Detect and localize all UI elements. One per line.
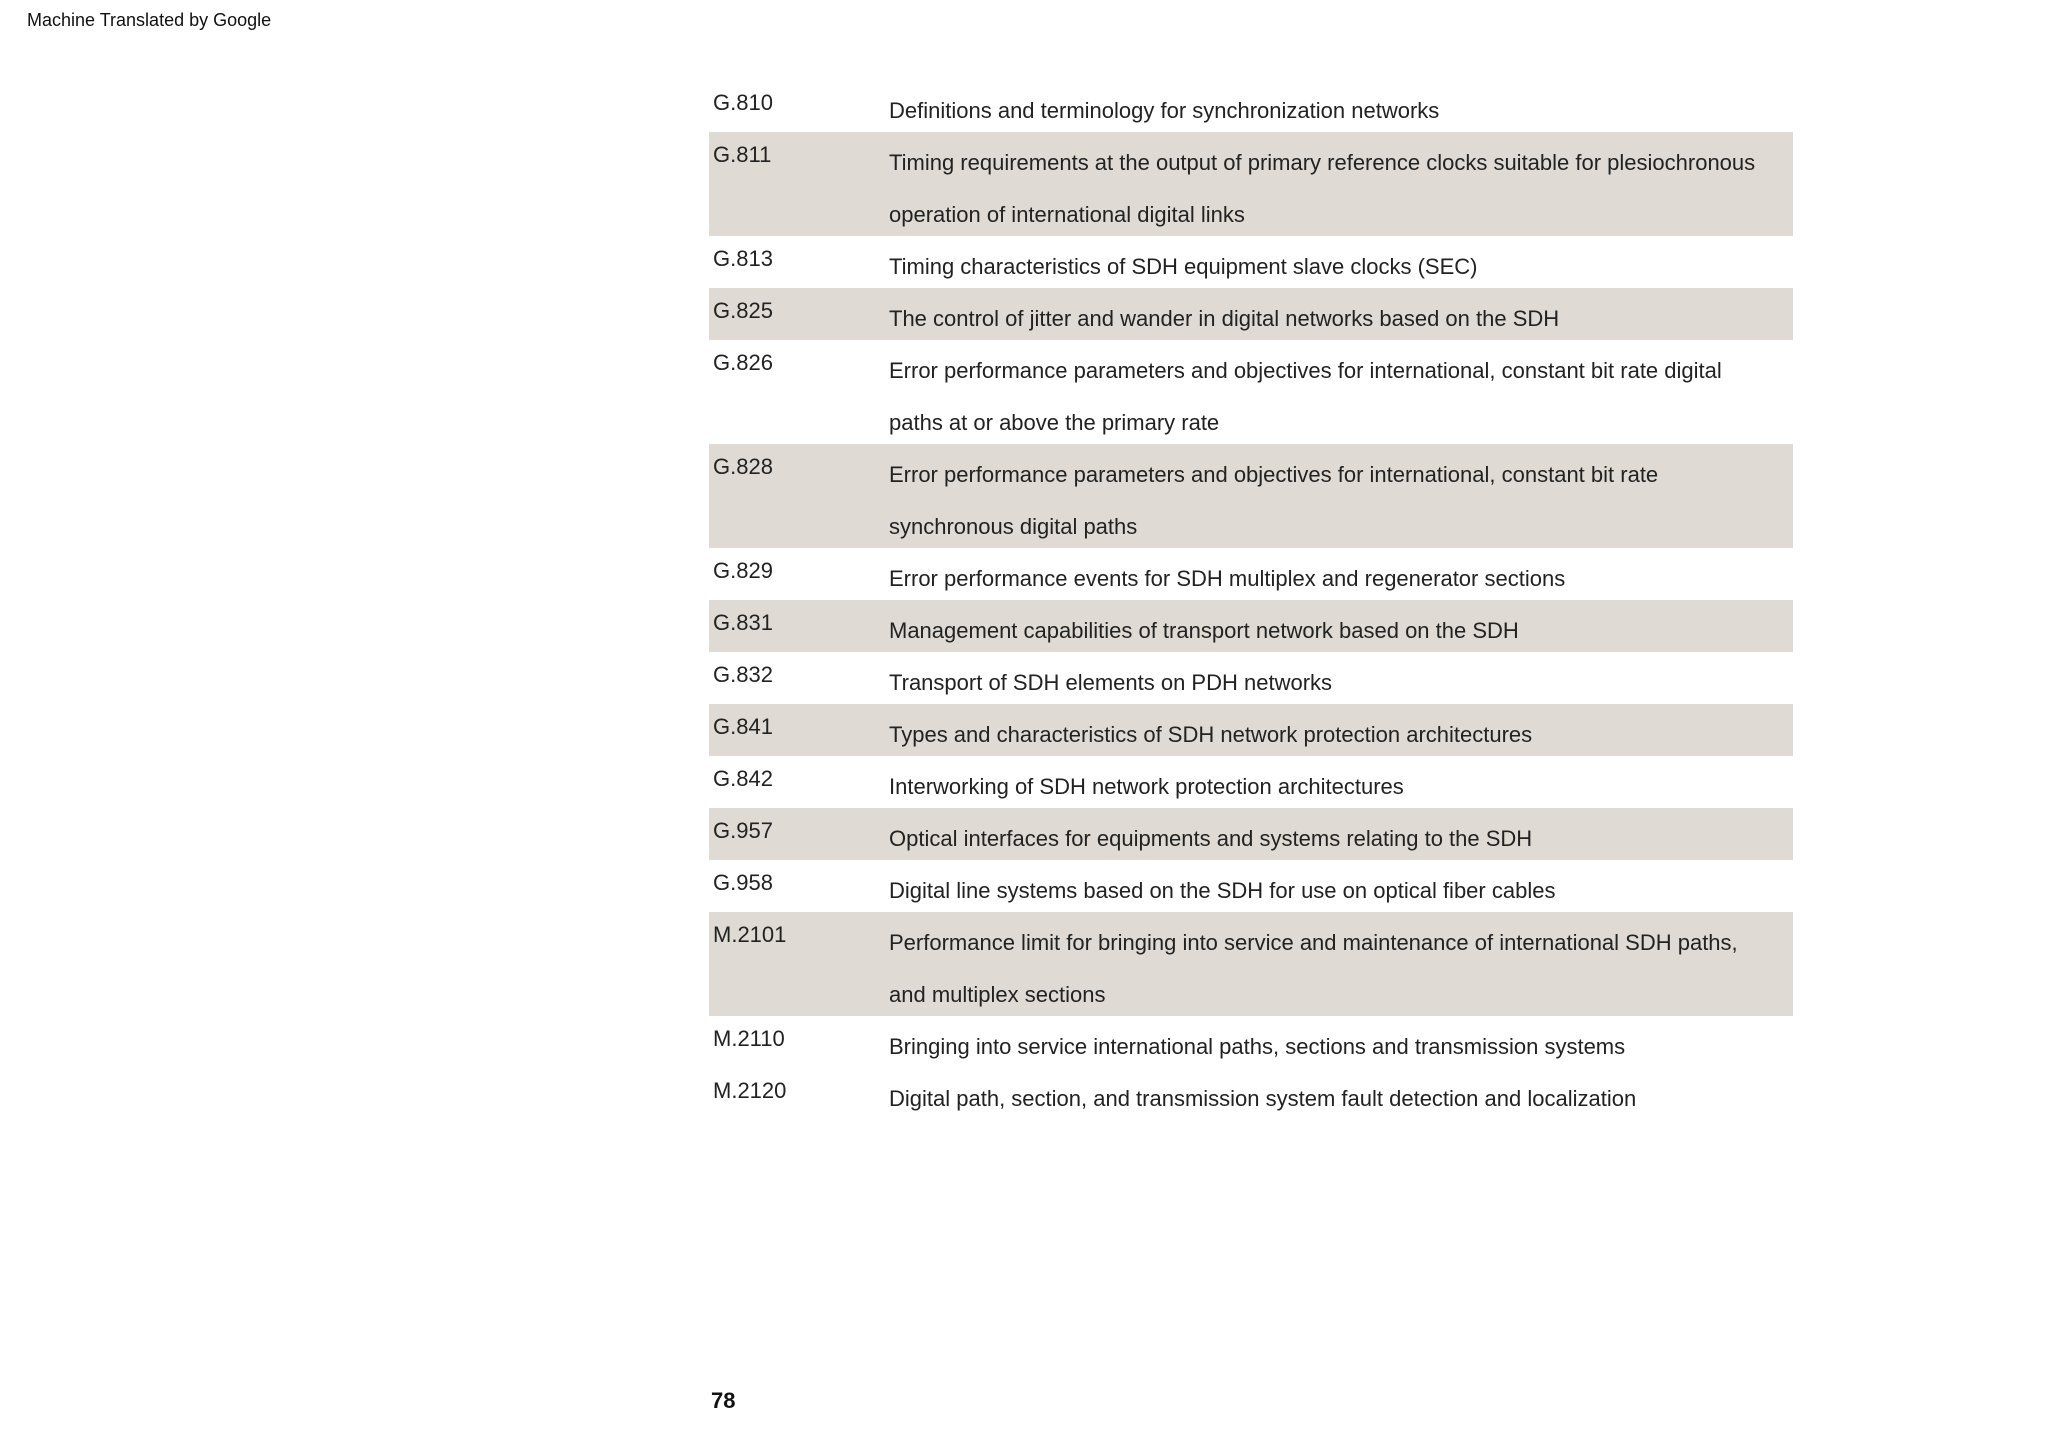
standard-description: Performance limit for bringing into service and maintenance of international SDH paths, and multiplex sections (889, 930, 1738, 1007)
standard-description: Error performance events for SDH multiplex and regenerator sections (889, 566, 1566, 591)
standard-description: Timing characteristics of SDH equipment slave clocks (SEC) (889, 254, 1478, 279)
standard-code: G.811 (713, 142, 772, 167)
standard-description: Error performance parameters and objectives for international, constant bit rate digital paths at or above the primary rate (889, 358, 1722, 435)
standard-description: Digital path, section, and transmission system fault detection and localization (889, 1086, 1637, 1111)
standard-description: Bringing into service international paths, sections and transmission systems (889, 1034, 1626, 1059)
standard-description: Optical interfaces for equipments and systems relating to the SDH (889, 826, 1533, 851)
standard-description: Error performance parameters and objectives for international, constant bit rate synchronous digital paths (889, 462, 1659, 539)
table-row (709, 1016, 1793, 1068)
standard-description: Transport of SDH elements on PDH networks (889, 670, 1333, 695)
table-row (709, 756, 1793, 808)
standard-code: G.831 (713, 610, 773, 635)
standard-code: M.2110 (713, 1026, 785, 1051)
standard-code: G.828 (713, 454, 773, 479)
standard-description: Interworking of SDH network protection architectures (889, 774, 1404, 799)
standards-table (709, 80, 1793, 1120)
standard-code: G.825 (713, 298, 773, 323)
standard-description: Types and characteristics of SDH network protection architectures (889, 722, 1533, 747)
standard-description: Timing requirements at the output of primary reference clocks suitable for plesiochronous operation of international digital links (889, 150, 1756, 227)
table-row (709, 548, 1793, 600)
standard-code: G.842 (713, 766, 773, 791)
table-row (709, 860, 1793, 912)
table-row (709, 1068, 1793, 1120)
table-row (709, 808, 1793, 860)
standard-code: M.2120 (713, 1078, 787, 1103)
standard-code: G.841 (713, 714, 773, 739)
table-row (709, 444, 1793, 548)
standard-code: M.2101 (713, 922, 787, 947)
table-row (709, 236, 1793, 288)
machine-translation-banner: Machine Translated by Google (27, 10, 272, 30)
standard-description: The control of jitter and wander in digital networks based on the SDH (889, 306, 1560, 331)
standard-code: G.829 (713, 558, 773, 583)
table-row (709, 600, 1793, 652)
standard-code: G.813 (713, 246, 773, 271)
standard-code: G.826 (713, 350, 773, 375)
standard-code: G.957 (713, 818, 773, 843)
table-row (709, 704, 1793, 756)
standard-description: Definitions and terminology for synchronization networks (889, 98, 1440, 123)
table-row (709, 652, 1793, 704)
standard-code: G.810 (713, 90, 773, 115)
table-row (709, 132, 1793, 236)
standard-code: G.832 (713, 662, 773, 687)
standard-code: G.958 (713, 870, 773, 895)
table-row (709, 912, 1793, 1016)
standard-description: Management capabilities of transport network based on the SDH (889, 618, 1519, 643)
standard-description: Digital line systems based on the SDH for use on optical fiber cables (889, 878, 1556, 903)
table-row (709, 80, 1793, 132)
page-number: 78 (711, 1388, 736, 1413)
table-row (709, 288, 1793, 340)
table-row (709, 340, 1793, 444)
